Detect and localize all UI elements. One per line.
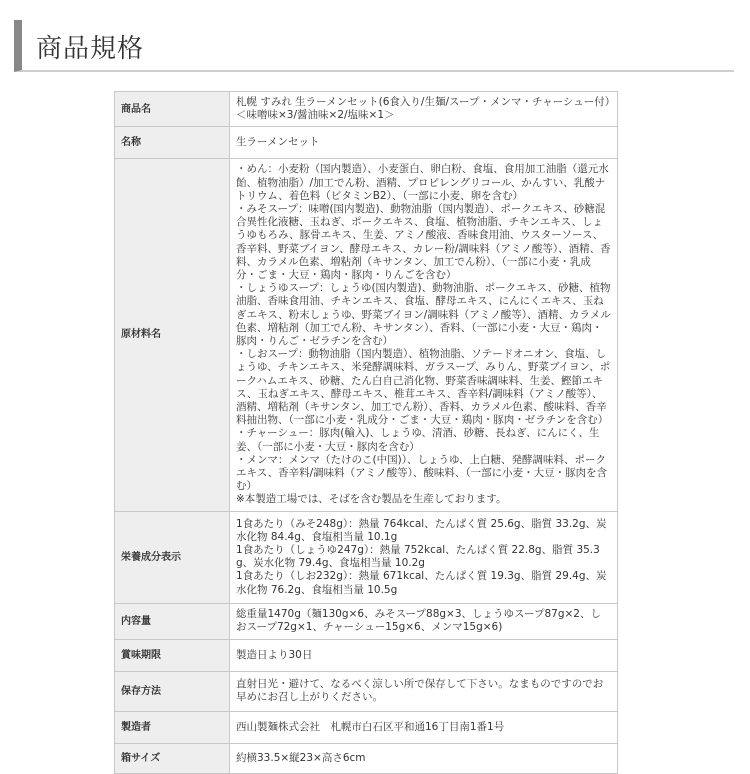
- spec-value: [230, 743, 618, 773]
- spec-label: 名称: [115, 127, 230, 159]
- spec-value: [230, 159, 618, 511]
- spec-line: 製造日より30日: [236, 648, 313, 661]
- spec-label: 栄養成分表示: [115, 511, 230, 603]
- spec-row-storage: [115, 671, 618, 711]
- spec-line: ・しょうゆスープ：しょうゆ(国内製造)、動物油脂、ポークエキス、砂糖、植物油脂、香味食用油、チキンエキス、食塩、酵母エキス、にんにくエキス、玉ねぎエキス、粉末しょうゆ、野菜ブイヨン/調味料（アミノ酸等）、酒精、カラメル色素、増粘剤（加工でん粉、キサンタン）、香料、（一部に小麦・大豆・鶏肉・豚肉・りんご・ゼラチンを含む）: [236, 282, 611, 348]
- spec-value: [230, 639, 618, 671]
- section-title: 商品規格: [36, 34, 145, 64]
- spec-label: 原材料名: [115, 159, 230, 511]
- spec-value: [230, 671, 618, 711]
- spec-value: [230, 603, 618, 639]
- spec-line: 生ラーメンセット: [236, 136, 320, 149]
- spec-value: [230, 127, 618, 159]
- spec-row-contents: [115, 603, 618, 639]
- spec-line: 1食あたり（みそ248g）：熱量 764kcal、たんぱく質 25.6g、脂質 33.2g、炭水化物 84.4g、食塩相当量 10.1g: [236, 517, 607, 543]
- spec-label: 保存方法: [115, 671, 230, 711]
- spec-line: 総重量1470g（麺130g×6、みそスープ88g×3、しょうゆスープ87g×2、しおスープ72g×1、チャーシュー15g×6、メンマ15g×6): [236, 607, 601, 634]
- spec-label: 商品名: [115, 92, 230, 127]
- spec-row-manufacturer: [115, 711, 618, 743]
- spec-line: ・みそスープ：味噌(国内製造)、動物油脂（国内製造）、ポークエキス、砂糖混合異性化液糖、玉ねぎ、ポークエキス、食塩、植物油脂、チキンエキス、しょうゆもろみ、豚骨エキス、生姜、アミノ酸液、香味食用油、ウスターソース、香辛料、野菜ブイヨン、酵母エキス、カレー粉/調味料（アミノ酸等）、酒精、香料、カラメル色素、増粘剤（キサンタン、加工でん粉）、（一部に小麦・乳成分・ごま・大豆・鶏肉・豚肉・りんごを含む）: [236, 203, 611, 282]
- spec-line: 直射日光・避けて、なるべく涼しい所で保存して下さい。なまものですのでお早めにお召し上がりください。: [236, 677, 604, 704]
- spec-label: 製造者: [115, 711, 230, 743]
- spec-line: 1食あたり（しお232g）：熱量 671kcal、たんぱく質 19.3g、脂質 29.4g、炭水化物 76.2g、食塩相当量 10.5g: [236, 570, 607, 596]
- spec-row-product-name: [115, 92, 618, 127]
- spec-row-name: [115, 127, 618, 159]
- spec-line: 西山製麺株式会社 札幌市白石区平和通16丁目南1番1号: [236, 720, 505, 733]
- spec-line: 札幌 すみれ 生ラーメンセット(6食入り/生麺/スープ・メンマ・チャーシュー付）＜味噌味×3/醤油味×2/塩味×1＞: [236, 96, 610, 122]
- spec-line: ・しおスープ：動物油脂（国内製造）、植物油脂、ソテードオニオン、食塩、しょうゆ、チキンエキス、米発酵調味料、ガラスープ、みりん、野菜ブイヨン、ポークハムエキス、砂糖、たん白自己消化物、野菜香味調味料、生姜、鰹節エキス、玉ねぎエキス、酵母エキス、椎茸エキス、香辛料/調味料（アミノ酸等）、酒精、増粘剤（キサンタン、加工でん粉）、香料、カラメル色素、酸味料、香辛料抽出物、（一部に小麦・乳成分・ごま・大豆・鶏肉・豚肉・ゼラチンを含む）: [236, 348, 611, 427]
- spec-row-box-size: [115, 743, 618, 773]
- spec-line: ※本製造工場では、そばを含む製品を生産しております。: [236, 493, 507, 506]
- spec-line: 約横33.5×縦23×高さ6cm: [236, 751, 366, 764]
- spec-row-best-before: [115, 639, 618, 671]
- spec-line: 1食あたり（しょうゆ247g）：熱量 752kcal、たんぱく質 22.8g、脂質 35.3g、炭水化物 79.4g、食塩相当量 10.2g: [236, 543, 600, 570]
- spec-value: [230, 511, 618, 603]
- spec-value: [230, 92, 618, 127]
- spec-label: 内容量: [115, 603, 230, 639]
- spec-table: [114, 91, 618, 774]
- spec-label: 賞味期限: [115, 639, 230, 671]
- spec-row-ingredients: [115, 159, 618, 511]
- spec-row-nutrition: [115, 511, 618, 603]
- spec-value: [230, 711, 618, 743]
- section-heading: [14, 20, 734, 72]
- spec-label: 箱サイズ: [115, 743, 230, 773]
- spec-line: ・めん：小麦粉（国内製造）、小麦蛋白、卵白粉、食塩、食用加工油脂（還元水飴、植物油脂）/加工でん粉、酒精、プロピレングリコール、かんすい、乳酸ナトリウム、着色料（ビタミンB2）、（一部に小麦、卵を含む）: [236, 163, 609, 202]
- spec-line: ・チャーシュー：豚肉(輸入)、しょうゆ、清酒、砂糖、長ねぎ、にんにく、生姜、（一部に小麦・大豆・豚肉を含む）: [236, 427, 600, 453]
- spec-line: ・メンマ：メンマ（たけのこ(中国)）、しょうゆ、上白糖、発酵調味料、ポークエキス、香辛料/調味料（アミノ酸等）、酸味料、（一部に小麦・大豆・豚肉を含む）: [236, 453, 608, 493]
